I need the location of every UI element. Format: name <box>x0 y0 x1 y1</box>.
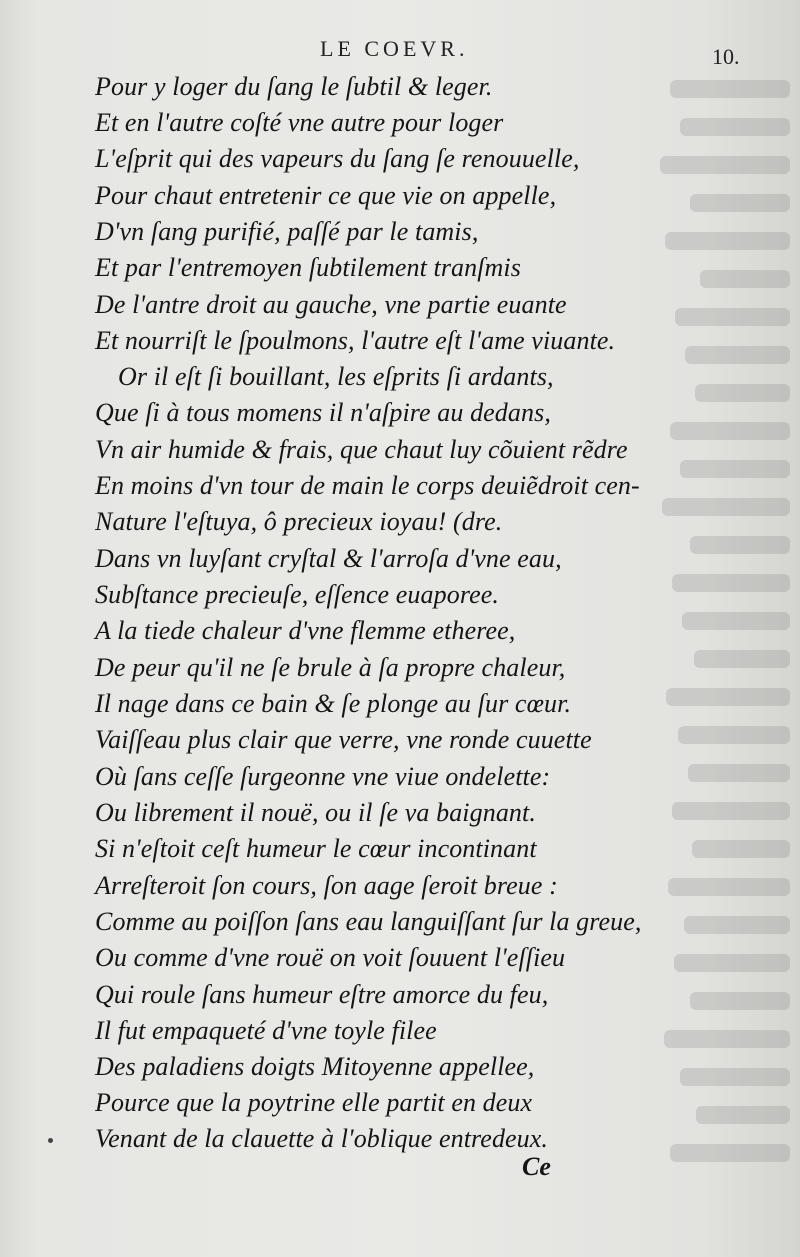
verse-line: Nature l'eſtuya, ô precieux ioyau! (dre. <box>95 507 503 536</box>
verse-line: De l'antre droit au gauche, vne partie euante <box>95 290 567 319</box>
page-number: 10. <box>712 44 740 69</box>
verse-line: Ou librement il nouë, ou il ſe va baignant. <box>95 798 536 827</box>
verse-line: Or il eſt ſi bouillant, les eſprits ſi ardants, <box>118 362 554 391</box>
verse-line: Des paladiens doigts Mitoyenne appellee, <box>95 1052 535 1081</box>
verse-line: Et par l'entremoyen ſubtilement tranſmis <box>95 253 521 282</box>
verse-line: Si n'eſtoit ceſt humeur le cœur incontinant <box>95 834 537 863</box>
verse-line: Arreſteroit ſon cours, ſon aage ſeroit breue : <box>95 871 558 900</box>
verse-line: Pour y loger du ſang le ſubtil & leger. <box>95 72 493 101</box>
verse-line: Et nourriſt le ſpoulmons, l'autre eſt l'ame viuante. <box>95 326 616 355</box>
verse-line: D'vn ſang purifié, paſſé par le tamis, <box>95 217 479 246</box>
show-through-text <box>650 60 800 1180</box>
verse-line: Subſtance precieuſe, eſſence euaporee. <box>95 580 499 609</box>
verse-line: Qui roule ſans humeur eſtre amorce du feu, <box>95 980 549 1009</box>
verse-line: Il fut empaqueté d'vne toyle filee <box>95 1016 437 1045</box>
verse-line: De peur qu'il ne ſe brule à ſa propre chaleur, <box>95 653 566 682</box>
verse-line: Vaiſſeau plus clair que verre, vne ronde cuuette <box>95 725 592 754</box>
verse-line: Vn air humide & frais, que chaut luy cõuient rẽdre <box>95 435 628 464</box>
ink-speck <box>48 1138 53 1143</box>
verse-line: Dans vn luyſant cryſtal & l'arroſa d'vne eau, <box>95 544 562 573</box>
verse-line: Pource que la poytrine elle partit en deux <box>95 1088 533 1117</box>
verse-line: En moins d'vn tour de main le corps deuiẽdroit cen- <box>95 471 640 500</box>
verse-line: A la tiede chaleur d'vne flemme etheree, <box>95 616 516 645</box>
verse-line: Ou comme d'vne rouë on voit ſouuent l'eſſieu <box>95 943 566 972</box>
verse-line: Et en l'autre coſté vne autre pour loger <box>95 108 504 137</box>
verse-line: Comme au poiſſon ſans eau languiſſant ſur la greue, <box>95 907 642 936</box>
catchword: Ce <box>522 1152 551 1181</box>
verse-line: Que ſi à tous momens il n'aſpire au dedans, <box>95 398 551 427</box>
running-title: LE COEVR. <box>320 36 469 61</box>
verse-line: L'eſprit qui des vapeurs du ſang ſe renouuelle, <box>95 144 580 173</box>
verse-line: Il nage dans ce bain & ſe plonge au ſur cœur. <box>95 689 572 718</box>
verse-line: Pour chaut entretenir ce que vie on appelle, <box>95 181 557 210</box>
verse-line: Où ſans ceſſe ſurgeonne vne viue ondelette: <box>95 762 551 791</box>
verse-line: Venant de la clauette à l'oblique entredeux. <box>95 1124 549 1153</box>
